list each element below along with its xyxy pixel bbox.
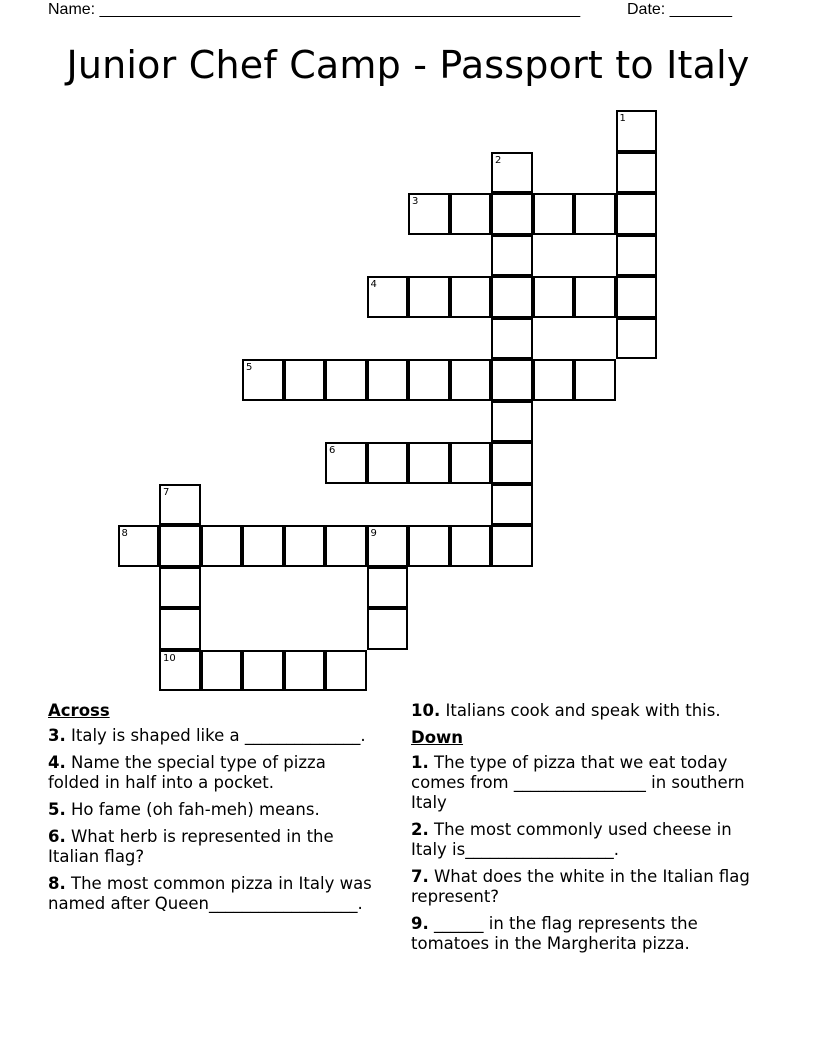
grid-cell[interactable] [325, 650, 367, 692]
grid-cell[interactable] [118, 525, 160, 567]
grid-cell[interactable] [325, 359, 367, 401]
grid-cell[interactable] [533, 276, 575, 318]
grid-cell[interactable] [367, 525, 409, 567]
clue-number-label: 10 [163, 652, 176, 664]
grid-cell[interactable] [616, 276, 658, 318]
clue-across-3 [48, 726, 378, 746]
clue-number-label: 9 [370, 528, 377, 539]
clue-down-7 [411, 867, 771, 907]
clue-number: 5. [48, 800, 66, 819]
clue-text: Italy is shaped like a ______________. [65, 726, 366, 745]
clue-text: Name the special type of pizza folded in half into a pocket. [48, 753, 326, 792]
grid-cell[interactable] [159, 567, 201, 609]
grid-cell[interactable] [284, 650, 326, 692]
grid-cell[interactable] [616, 193, 658, 235]
grid-cell[interactable] [408, 525, 450, 567]
grid-cell[interactable] [491, 484, 533, 526]
grid-cell[interactable] [159, 525, 201, 567]
across-clues [48, 701, 378, 921]
clue-text: What does the white in the Italian flag represent? [411, 867, 750, 906]
grid-cell[interactable] [491, 359, 533, 401]
clue-text: What herb is represented in the Italian flag? [48, 827, 334, 866]
grid-cell[interactable] [491, 152, 533, 194]
clue-number: 7. [411, 867, 429, 886]
grid-cell[interactable] [616, 110, 658, 152]
clue-number-label: 3 [412, 196, 419, 207]
grid-cell[interactable] [284, 359, 326, 401]
clue-across-10 [411, 701, 771, 721]
grid-cell[interactable] [574, 193, 616, 235]
grid-cell[interactable] [574, 359, 616, 401]
clue-number: 6. [48, 827, 66, 846]
clue-number-label: 7 [163, 486, 170, 498]
grid-cell[interactable] [450, 193, 492, 235]
clue-number: 3. [48, 726, 66, 745]
clue-text: The type of pizza that we eat today comes from ________________ in southern Italy [411, 753, 745, 812]
clue-across-6 [48, 827, 378, 867]
clue-number: 8. [48, 874, 66, 893]
grid-cell[interactable] [367, 608, 409, 650]
clue-text: The most common pizza in Italy was named after Queen__________________. [48, 874, 372, 913]
grid-cell[interactable] [159, 484, 201, 526]
clue-text: Ho fame (oh fah-meh) means. [65, 800, 320, 819]
grid-cell[interactable] [201, 650, 243, 692]
clue-down-2 [411, 820, 771, 860]
clue-across-4 [48, 753, 378, 793]
grid-cell[interactable] [408, 276, 450, 318]
grid-cell[interactable] [367, 442, 409, 484]
grid-cell[interactable] [450, 359, 492, 401]
grid-cell[interactable] [491, 193, 533, 235]
grid-cell[interactable] [325, 442, 367, 484]
grid-cell[interactable] [616, 152, 658, 194]
clue-across-5 [48, 800, 378, 820]
grid-cell[interactable] [242, 525, 284, 567]
clue-number: 1. [411, 753, 429, 772]
clue-number-label: 2 [495, 154, 502, 166]
name-field-label: Name: ______________________________________________________ [48, 1, 581, 18]
grid-cell[interactable] [450, 276, 492, 318]
grid-cell[interactable] [242, 359, 284, 401]
clue-text: ______ in the flag represents the tomatoes in the Margherita pizza. [411, 914, 698, 953]
clue-number-label: 6 [329, 445, 336, 456]
right-clue-column [411, 701, 771, 961]
grid-cell[interactable] [159, 650, 201, 692]
clue-number-label: 1 [619, 113, 626, 124]
grid-cell[interactable] [201, 525, 243, 567]
clue-number: 2. [411, 820, 429, 839]
grid-cell[interactable] [491, 401, 533, 443]
grid-cell[interactable] [408, 193, 450, 235]
grid-cell[interactable] [408, 442, 450, 484]
clue-across-8 [48, 874, 378, 914]
grid-cell[interactable] [491, 442, 533, 484]
clue-down-1 [411, 753, 771, 813]
clue-number: 10. [411, 701, 441, 720]
clue-down-9 [411, 914, 771, 954]
grid-cell[interactable] [491, 235, 533, 277]
grid-cell[interactable] [533, 359, 575, 401]
grid-cell[interactable] [284, 525, 326, 567]
grid-cell[interactable] [491, 318, 533, 360]
grid-cell[interactable] [450, 442, 492, 484]
grid-cell[interactable] [574, 276, 616, 318]
grid-cell[interactable] [408, 359, 450, 401]
clue-text: The most commonly used cheese in Italy is__________________. [411, 820, 732, 859]
date-field-label: Date: _______ [627, 1, 732, 18]
grid-cell[interactable] [491, 276, 533, 318]
page-title: Junior Chef Camp - Passport to Italy [66, 43, 750, 87]
grid-cell[interactable] [242, 650, 284, 692]
down-heading: Down [411, 728, 464, 747]
grid-cell[interactable] [533, 193, 575, 235]
clue-number-label: 8 [121, 528, 128, 539]
grid-cell[interactable] [367, 567, 409, 609]
grid-cell[interactable] [491, 525, 533, 567]
grid-cell[interactable] [367, 359, 409, 401]
clue-text: Italians cook and speak with this. [440, 701, 721, 720]
grid-cell[interactable] [325, 525, 367, 567]
grid-cell[interactable] [450, 525, 492, 567]
grid-cell[interactable] [367, 276, 409, 318]
clue-number: 4. [48, 753, 66, 772]
grid-cell[interactable] [616, 318, 658, 360]
grid-cell[interactable] [616, 235, 658, 277]
clue-number: 9. [411, 914, 429, 933]
across-heading: Across [48, 701, 110, 720]
clue-number-label: 4 [370, 279, 377, 290]
grid-cell[interactable] [159, 608, 201, 650]
clue-number-label: 5 [246, 362, 253, 373]
